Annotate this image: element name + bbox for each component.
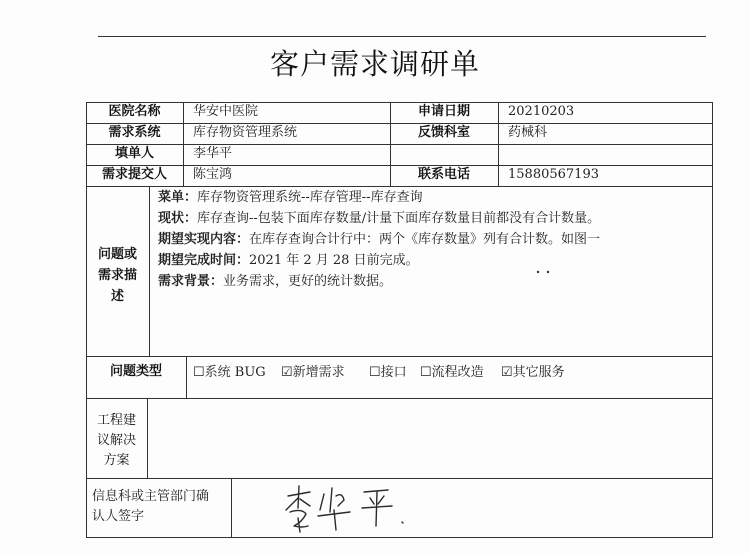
row-divider (86, 398, 713, 399)
option-process[interactable] (420, 364, 484, 382)
system-value: 库存物资管理系统 (193, 125, 298, 140)
status-key: 现状： (158, 211, 198, 226)
checkbox-icon[interactable]: ☑ (501, 365, 513, 380)
checkbox-icon[interactable]: ☑ (281, 365, 293, 380)
handwritten-signature (280, 482, 410, 534)
description-label-line: 问题或 (97, 247, 137, 262)
option-new-requirement[interactable] (281, 364, 345, 382)
dept-value: 药械科 (508, 125, 548, 140)
background-key: 需求背景： (158, 274, 224, 289)
filler-label: 填单人 (114, 146, 154, 161)
row-divider (86, 478, 713, 479)
option-other-service[interactable] (501, 364, 565, 382)
option-label: 其它服务 (512, 365, 565, 380)
time-key: 期望完成时间： (158, 253, 250, 268)
top-rule (98, 36, 706, 37)
problem-type-label: 问题类型 (109, 364, 162, 379)
menu-key: 菜单： (158, 190, 198, 205)
time-value: 2021 年 2 月 28 日前完成。 (249, 253, 419, 268)
col-divider (231, 478, 232, 538)
background-value: 业务需求，更好的统计数据。 (223, 274, 393, 289)
row-divider (86, 356, 713, 357)
menu-value: 库存物资管理系统--库存管理--库存查询 (197, 190, 423, 205)
hospital-label: 医院名称 (108, 104, 161, 119)
col-divider (147, 398, 148, 478)
description-label-line: 需求描 (97, 268, 137, 283)
checkbox-icon[interactable]: ☐ (369, 365, 381, 380)
solution-label-line: 议解决 (96, 433, 136, 448)
signature-label (92, 487, 231, 527)
option-system-bug[interactable] (193, 364, 266, 382)
description-label-line: 述 (110, 289, 124, 304)
speck-marks (536, 270, 550, 274)
signature-label-line: 认人签字 (92, 509, 145, 524)
date-value: 20210203 (508, 104, 575, 119)
menu-line (158, 189, 423, 207)
option-interface[interactable] (369, 364, 407, 382)
date-label: 申请日期 (417, 104, 470, 119)
dept-label: 反馈科室 (417, 125, 470, 140)
time-line (158, 252, 419, 270)
status-value: 库存查询--包装下面库存数量/计量下面库存数量目前都没有合计数量。 (197, 211, 601, 226)
phone-value: 15880567193 (508, 167, 599, 182)
option-label: 新增需求 (292, 365, 345, 380)
filler-value: 李华平 (193, 146, 233, 161)
col-divider (149, 186, 150, 356)
expect-value: 在库存查询合计行中：两个《库存数量》列有合计数。如图一 (249, 232, 601, 247)
description-label (86, 244, 149, 307)
hospital-value: 华安中医院 (193, 104, 259, 119)
expect-line (158, 231, 600, 249)
submitter-label: 需求提交人 (101, 167, 167, 182)
submitter-value: 陈宝鸿 (193, 167, 233, 182)
status-line (158, 210, 600, 228)
expect-key: 期望实现内容： (158, 232, 250, 247)
phone-label: 联系电话 (417, 167, 470, 182)
page-title: 客户需求调研单 (269, 47, 480, 81)
option-label: 流程改造 (431, 365, 484, 380)
option-label: 系统 BUG (204, 365, 266, 380)
solution-label (86, 411, 147, 471)
solution-label-line: 方案 (103, 453, 130, 468)
background-line (158, 273, 392, 291)
system-label: 需求系统 (108, 125, 161, 140)
checkbox-icon[interactable]: ☐ (420, 365, 432, 380)
row-divider (86, 186, 713, 187)
checkbox-icon[interactable]: ☐ (193, 365, 205, 380)
signature-label-line: 信息科或主管部门确 (92, 489, 210, 504)
col-divider (186, 356, 187, 398)
option-label: 接口 (380, 365, 407, 380)
solution-label-line: 工程建 (96, 413, 136, 428)
